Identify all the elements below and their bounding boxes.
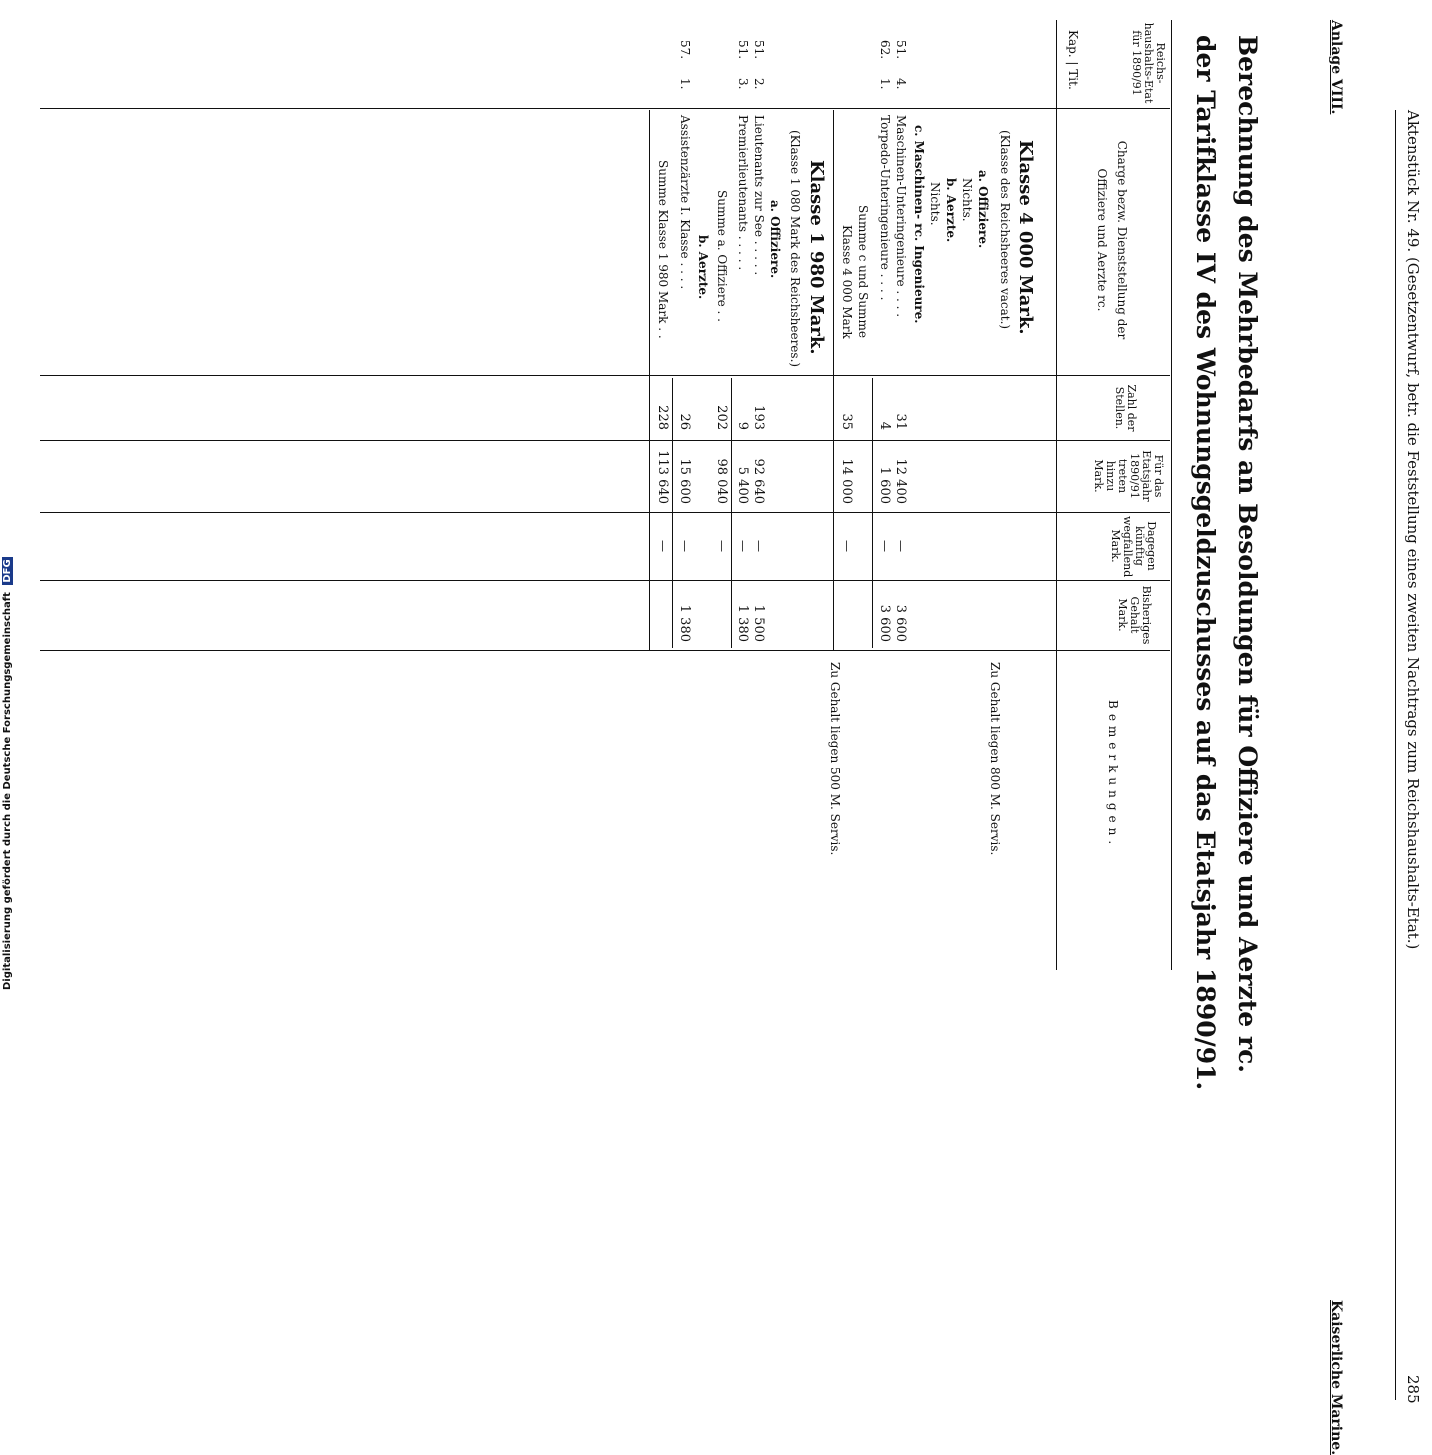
row3-zahl: 193 bbox=[751, 405, 766, 430]
row5-gehalt: 1 380 bbox=[677, 604, 692, 642]
row1-kap: 51. bbox=[894, 40, 908, 60]
row3-tit: 2. bbox=[752, 78, 766, 90]
row5-kap: 57. bbox=[678, 40, 692, 60]
sum3-wegfall: — bbox=[656, 540, 670, 552]
sum2-mehr: 98 040 bbox=[714, 458, 729, 504]
col-header-zahl: Zahl der Stellen. bbox=[1113, 384, 1138, 432]
subheading-aerzte-2: b. Aerzte. bbox=[696, 235, 710, 300]
col-divider-charge bbox=[40, 375, 1170, 376]
row4-label: Premierlieutenants . . . . . bbox=[736, 115, 750, 271]
subheading-aerzte-1: b. Aerzte. bbox=[944, 178, 958, 243]
sum1-rule bbox=[872, 378, 873, 648]
col-divider-gehalt bbox=[40, 650, 1170, 651]
row1-label: Maschinen-Unteringenieure . . . . bbox=[894, 115, 908, 318]
col-header-mehr: Für das Etatsjahr 1890/91 treten hinzu Mark. bbox=[1092, 450, 1165, 502]
subheading-offiziere-2: a. Offiziere. bbox=[768, 200, 782, 279]
row4-tit: 3. bbox=[736, 78, 750, 90]
sum1-mehr: 14 000 bbox=[839, 458, 854, 504]
klasse-1980-title: Klasse 1 980 Mark. bbox=[806, 160, 827, 355]
sum1-wegfall: — bbox=[840, 540, 854, 552]
row1-wegfall: — bbox=[894, 540, 908, 552]
klasse-4000-sub: (Klasse des Reichsheeres vacat.) bbox=[998, 130, 1012, 330]
nichts-2: Nichts. bbox=[928, 182, 942, 226]
sum2-rule bbox=[731, 378, 732, 648]
page-number: 285 bbox=[1404, 1375, 1422, 1404]
sum1-zahl: 35 bbox=[839, 413, 854, 430]
row1-mehr: 12 400 bbox=[893, 458, 908, 504]
row5-zahl: 26 bbox=[677, 413, 692, 430]
sum2-label: Summe a. Offiziere . . bbox=[715, 190, 729, 322]
row2-wegfall: — bbox=[878, 540, 892, 552]
col-divider-wegfall bbox=[40, 580, 1170, 581]
sum3-label: Summe Klasse 1 980 Mark . . bbox=[656, 160, 670, 339]
row4-kap: 51. bbox=[736, 40, 750, 60]
col-header-kap-tit: Kap. | Tit. bbox=[1066, 30, 1080, 90]
col-header-charge: Charge bezw. Dienststellung der Offiziere und Aerzte rc. bbox=[1095, 140, 1129, 340]
row3-wegfall: — bbox=[752, 540, 766, 552]
sum2-zahl: 202 bbox=[714, 405, 729, 430]
nichts-1: Nichts. bbox=[960, 178, 974, 222]
section-left: Anlage VIII. bbox=[1328, 20, 1344, 115]
row2-mehr: 1 600 bbox=[877, 466, 892, 504]
subheading-maschinen: c. Maschinen- rc. Ingenieure. bbox=[912, 125, 926, 324]
row4-gehalt: 1 380 bbox=[735, 604, 750, 642]
row1-tit: 4. bbox=[894, 78, 908, 90]
dfg-logo: DFG bbox=[2, 559, 13, 583]
row5-label: Assistenzärzte I. Klasse . . . . bbox=[678, 115, 692, 290]
subheading-offiziere-1: a. Offiziere. bbox=[976, 170, 990, 249]
row3-gehalt: 1 500 bbox=[751, 604, 766, 642]
section-rule-2 bbox=[649, 110, 650, 650]
digitization-stamp bbox=[2, 557, 13, 990]
title-line-1: Berechnung des Mehrbedarfs an Besoldungen für Offiziere und Aerzte rc. bbox=[1233, 35, 1262, 1073]
sum3-zahl: 228 bbox=[655, 405, 670, 430]
sum3-mehr: 113 640 bbox=[655, 450, 670, 504]
row3-mehr: 92 640 bbox=[751, 458, 766, 504]
running-title: Aktenstück Nr. 49. (Gesetzentwurf, betr. die Feststellung eines zweiten Nachtrags zum Reichshaushalts-Etat.) bbox=[1404, 110, 1422, 950]
table-header-rule bbox=[1056, 20, 1057, 970]
stamp-text: Digitalisierung gefördert durch die Deutsche Forschungsgemeinschaft bbox=[2, 592, 13, 990]
klasse-4000-title: Klasse 4 000 Mark. bbox=[1015, 140, 1036, 335]
col-header-etat: Reichs-haushalts-Etat für 1890/91 bbox=[1130, 22, 1167, 104]
title-line-2: der Tarifklasse IV des Wohnungsgeldzuschusses auf das Etatsjahr 1890/91. bbox=[1191, 35, 1220, 1091]
section-right: Kaiserliche Marine. bbox=[1328, 1300, 1344, 1455]
col-divider-mehr bbox=[40, 512, 1170, 513]
sum1-label-b: Klasse 4 000 Mark bbox=[840, 225, 854, 339]
row1-zahl: 31 bbox=[893, 413, 908, 430]
row3-label: Lieutenants zur See . . . . . bbox=[752, 115, 766, 276]
row5-mehr: 15 600 bbox=[677, 458, 692, 504]
sum2-wegfall: — bbox=[715, 540, 729, 552]
row2-zahl: 4 bbox=[877, 421, 892, 430]
col-header-gehalt: Bisheriges Gehalt Mark. bbox=[1116, 585, 1153, 645]
sum1-label-a: Summe c und Summe bbox=[856, 205, 870, 338]
col-divider-etat bbox=[40, 108, 1170, 109]
row2-tit: 1. bbox=[878, 78, 892, 90]
row5-tit: 1. bbox=[678, 78, 692, 90]
header-rule bbox=[1395, 110, 1396, 1400]
row4-zahl: 9 bbox=[735, 421, 750, 430]
col-header-bemerkungen: Bemerkungen. bbox=[1106, 700, 1120, 850]
row5-wegfall: — bbox=[678, 540, 692, 552]
col-divider-zahl bbox=[40, 440, 1170, 441]
col-header-wegfall: Dagegen künftig wegfallend Mark. bbox=[1109, 516, 1158, 578]
note-servis-1: Zu Gehalt liegen 800 M. Servis. bbox=[988, 662, 1002, 856]
row2-kap: 62. bbox=[878, 40, 892, 60]
row1-gehalt: 3 600 bbox=[893, 604, 908, 642]
section-rule-1 bbox=[833, 110, 834, 650]
row4-mehr: 5 400 bbox=[735, 466, 750, 504]
row4-wegfall: — bbox=[736, 540, 750, 552]
table-top-rule bbox=[1171, 20, 1172, 970]
row2-gehalt: 3 600 bbox=[877, 604, 892, 642]
klasse-1980-sub: (Klasse 1 080 Mark des Reichsheeres.) bbox=[788, 130, 802, 368]
note-servis-2: Zu Gehalt liegen 500 M. Servis. bbox=[828, 662, 842, 856]
row3-kap: 51. bbox=[752, 40, 766, 60]
sum3-rule bbox=[672, 378, 673, 648]
row2-label: Torpedo-Unteringenieure . . . . bbox=[878, 115, 892, 301]
